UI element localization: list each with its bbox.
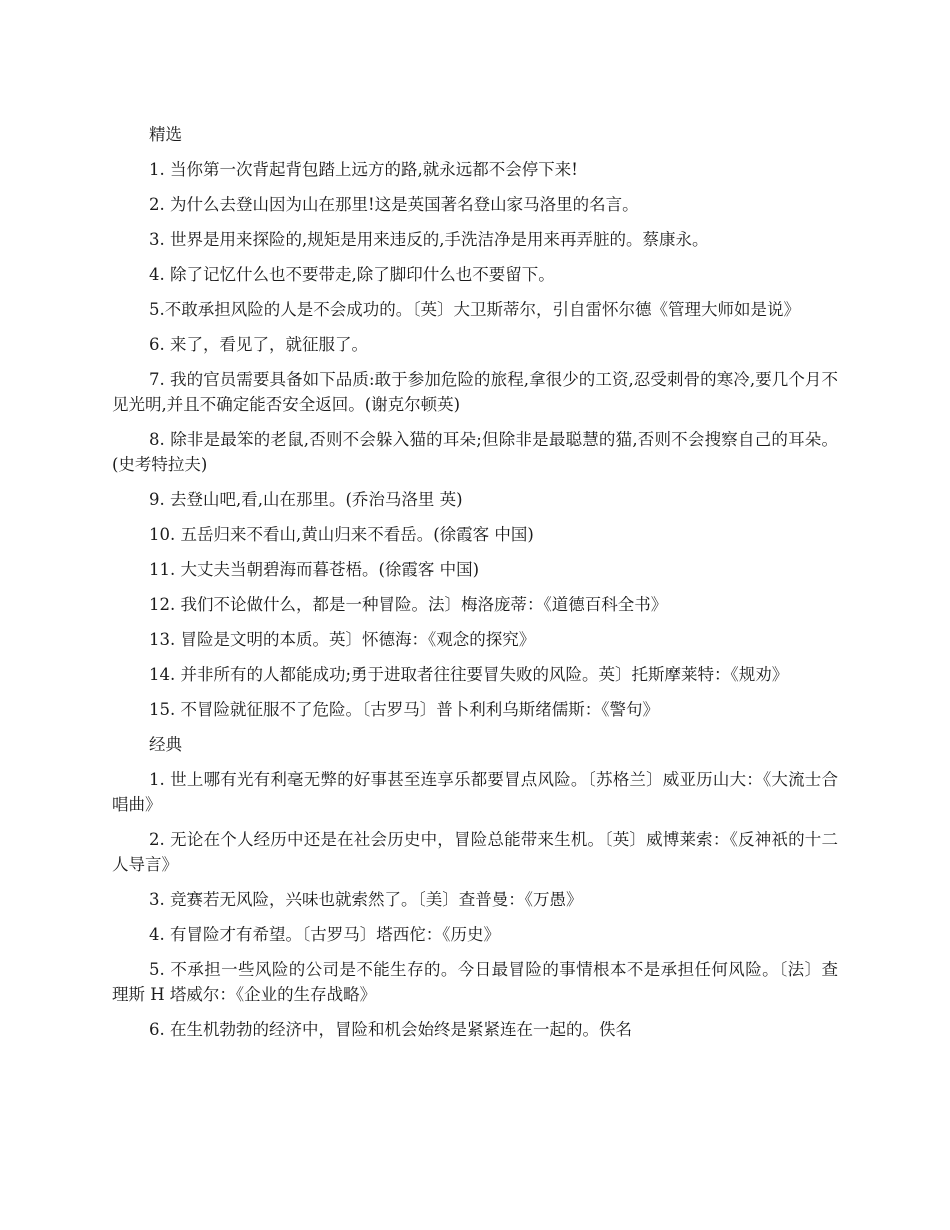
- quote-item: 3. 竞赛若无风险，兴味也就索然了。〔美〕查普曼：《万愚》: [149, 890, 583, 909]
- section-heading-classic: 经典: [149, 735, 182, 754]
- quote-item: 2. 无论在个人经历中还是在社会历史中，冒险总能带来生机。〔英〕威博莱索：《反神祇的十二人导言》: [112, 830, 838, 874]
- quote-item: 5. 不承担一些风险的公司是不能生存的。今日最冒险的事情根本不是承担任何风险。〔法〕查理斯 H 塔威尔：《企业的生存战略》: [112, 960, 838, 1004]
- quote-item: 11. 大丈夫当朝碧海而暮苍梧。(徐霞客 中国): [149, 560, 480, 579]
- quote-item: 6. 在生机勃勃的经济中，冒险和机会始终是紧紧连在一起的。佚名: [149, 1020, 632, 1039]
- quote-item: 15. 不冒险就征服不了危险。〔古罗马〕普卜利利乌斯绪儒斯：《警句》: [149, 700, 659, 719]
- quote-item: 7. 我的官员需要具备如下品质:敢于参加危险的旅程,拿很少的工资,忍受刺骨的寒冷,要几个月不见光明,并且不确定能否安全返回。(谢克尔顿英): [112, 370, 838, 414]
- section-heading-selected: 精选: [149, 125, 182, 144]
- quote-item: 1. 当你第一次背起背包踏上远方的路,就永远都不会停下来!: [149, 160, 578, 179]
- quote-item: 4. 有冒险才有希望。〔古罗马〕塔西佗：《历史》: [149, 925, 500, 944]
- quote-item: 4. 除了记忆什么也不要带走,除了脚印什么也不要留下。: [149, 265, 555, 284]
- quote-item: 2. 为什么去登山因为山在那里!这是英国著名登山家马洛里的名言。: [149, 195, 639, 214]
- quote-item: 3. 世界是用来探险的,规矩是用来违反的,手洗洁净是用来再弄脏的。蔡康永。: [149, 230, 709, 249]
- quote-item: 5.不敢承担风险的人是不会成功的。〔英〕大卫斯蒂尔，引自雷怀尔德《管理大师如是说》: [149, 300, 800, 319]
- quote-item: 1. 世上哪有光有利毫无弊的好事甚至连享乐都要冒点风险。〔苏格兰〕威亚历山大：《大流士合唱曲》: [112, 770, 838, 814]
- quote-item: 10. 五岳归来不看山,黄山归来不看岳。(徐霞客 中国): [149, 525, 534, 544]
- quote-item: 9. 去登山吧,看,山在那里。(乔治马洛里 英): [149, 490, 463, 509]
- quote-item: 12. 我们不论做什么，都是一种冒险。法〕梅洛庞蒂：《道德百科全书》: [149, 595, 668, 614]
- quote-item: 6. 来了，看见了，就征服了。: [149, 335, 368, 354]
- quote-item: 13. 冒险是文明的本质。英〕怀德海：《观念的探究》: [149, 630, 536, 649]
- document-body: [112, 122, 838, 1052]
- quote-item: 8. 除非是最笨的老鼠,否则不会躲入猫的耳朵;但除非是最聪慧的猫,否则不会搜察自己的耳朵。(史考特拉夫): [112, 430, 838, 474]
- quote-item: 14. 并非所有的人都能成功;勇于进取者往往要冒失败的风险。英〕托斯摩莱特：《规劝》: [149, 665, 789, 684]
